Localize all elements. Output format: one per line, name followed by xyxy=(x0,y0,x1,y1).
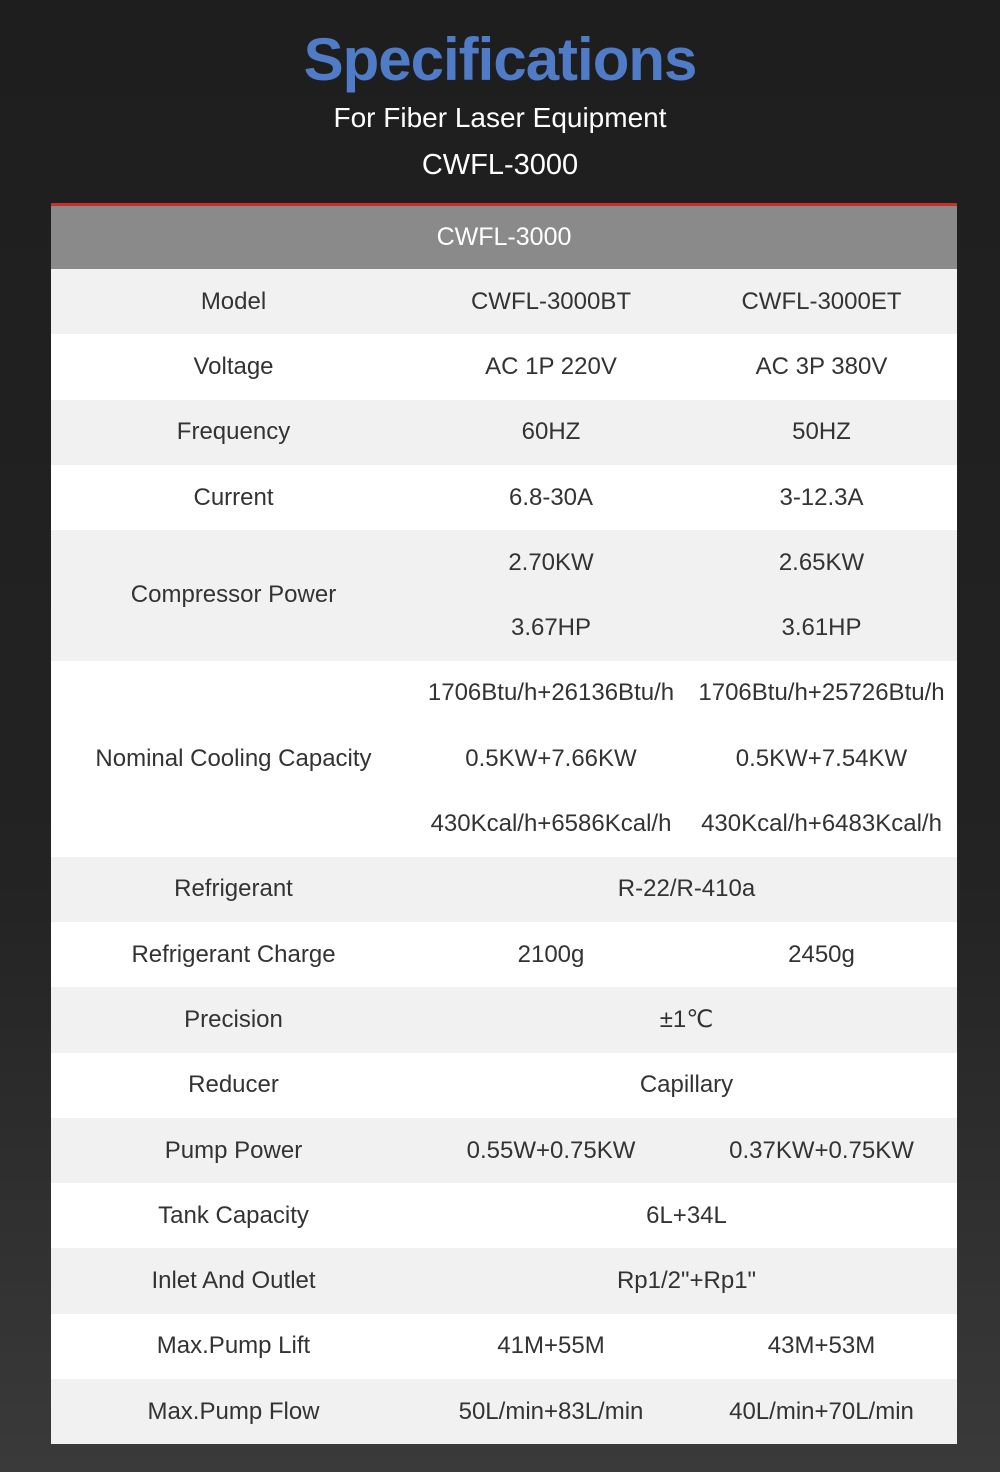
spec-label: Inlet And Outlet xyxy=(151,1267,316,1295)
spec-value-et xyxy=(686,1314,957,1379)
spec-value-line: CWFL-3000ET xyxy=(741,287,902,315)
spec-value-line: 60HZ xyxy=(521,418,581,446)
table-body xyxy=(51,269,957,1444)
spec-value-bt xyxy=(416,400,686,465)
table-row xyxy=(51,334,957,399)
spec-value-line: 40L/min+70L/min xyxy=(729,1397,914,1425)
spec-label: Reducer xyxy=(188,1071,279,1099)
spec-label: Nominal Cooling Capacity xyxy=(95,744,372,772)
model-name: CWFL-3000 xyxy=(421,149,579,181)
spec-label: Current xyxy=(193,483,274,511)
table-row xyxy=(51,465,957,530)
table-row xyxy=(51,530,957,661)
spec-value-shared: 6L+34L xyxy=(646,1201,727,1229)
spec-value-line: AC 1P 220V xyxy=(485,352,617,380)
spec-value-line: CWFL-3000BT xyxy=(470,287,632,315)
spec-value-et xyxy=(686,465,957,530)
spec-label: Voltage xyxy=(193,352,274,380)
spec-value-et xyxy=(686,400,957,465)
spec-value-line: 1706Btu/h+25726Btu/h xyxy=(698,679,945,707)
spec-value-line: 3.67HP xyxy=(510,614,592,642)
spec-value-shared: Capillary xyxy=(639,1071,734,1099)
table-row xyxy=(51,922,957,987)
spec-value-line: 41M+55M xyxy=(497,1332,605,1360)
spec-value-shared: Rp1/2"+Rp1" xyxy=(616,1267,757,1295)
spec-value-line: 2450g xyxy=(788,940,855,968)
table-row xyxy=(51,1053,957,1118)
spec-label: Max.Pump Lift xyxy=(156,1332,311,1360)
table-row xyxy=(51,1314,957,1379)
spec-value-line: 3-12.3A xyxy=(779,483,864,511)
spec-label: Tank Capacity xyxy=(158,1201,309,1229)
spec-value-line: 50L/min+83L/min xyxy=(458,1397,644,1425)
spec-value-shared: R-22/R-410a xyxy=(617,875,756,903)
table-row xyxy=(51,1248,957,1313)
table-caption: CWFL-3000 xyxy=(51,206,957,269)
spec-value-line: 430Kcal/h+6483Kcal/h xyxy=(701,810,942,838)
spec-label: Max.Pump Flow xyxy=(147,1397,320,1425)
spec-label: Refrigerant Charge xyxy=(131,940,336,968)
spec-value-bt xyxy=(416,1118,686,1183)
spec-value-bt xyxy=(416,661,686,857)
spec-value-et xyxy=(686,269,957,334)
spec-label: Compressor Power xyxy=(130,581,337,609)
spec-value-line: 6.8-30A xyxy=(508,483,594,511)
spec-value-et xyxy=(686,530,957,661)
spec-value-bt xyxy=(416,1314,686,1379)
table-row xyxy=(51,400,957,465)
spec-label: Model xyxy=(200,287,267,315)
spec-value-bt xyxy=(416,530,686,661)
spec-value-line: 3.61HP xyxy=(781,614,862,642)
spec-table xyxy=(51,203,957,1444)
spec-value-et xyxy=(686,334,957,399)
spec-value-line: 2.65KW xyxy=(778,548,865,576)
spec-value-bt xyxy=(416,465,686,530)
spec-value-line: AC 3P 380V xyxy=(755,352,888,380)
spec-label: Precision xyxy=(184,1005,283,1033)
spec-value-line: 43M+53M xyxy=(767,1332,876,1360)
spec-value-bt xyxy=(416,334,686,399)
spec-value-et xyxy=(686,1379,957,1444)
spec-value-line: 1706Btu/h+26136Btu/h xyxy=(427,679,675,707)
spec-value-bt xyxy=(416,922,686,987)
spec-label: Pump Power xyxy=(164,1136,303,1164)
spec-value-line: 50HZ xyxy=(792,418,851,446)
page-title: Specifications xyxy=(303,26,697,93)
table-row xyxy=(51,1183,957,1248)
spec-value-line: 2100g xyxy=(517,940,585,968)
table-row xyxy=(51,269,957,334)
spec-value-et xyxy=(686,661,957,857)
page-subtitle: For Fiber Laser Equipment xyxy=(333,102,667,133)
table-row xyxy=(51,987,957,1052)
table-row xyxy=(51,1118,957,1183)
spec-value-line: 0.55W+0.75KW xyxy=(466,1136,636,1164)
table-row xyxy=(51,661,957,857)
spec-value-line: 0.37KW+0.75KW xyxy=(729,1136,914,1164)
table-row xyxy=(51,1379,957,1444)
spec-value-line: 0.5KW+7.54KW xyxy=(735,744,908,772)
table-row xyxy=(51,857,957,922)
spec-value-bt xyxy=(416,1379,686,1444)
spec-value-line: 2.70KW xyxy=(508,548,594,576)
spec-value-et xyxy=(686,1118,957,1183)
spec-value-et xyxy=(686,922,957,987)
spec-value-line: 430Kcal/h+6586Kcal/h xyxy=(430,810,672,838)
spec-value-bt xyxy=(416,269,686,334)
spec-value-line: 0.5KW+7.66KW xyxy=(465,744,637,772)
spec-label: Refrigerant xyxy=(174,875,293,903)
spec-value-shared: ±1℃ xyxy=(659,1006,714,1034)
spec-label: Frequency xyxy=(176,418,291,446)
